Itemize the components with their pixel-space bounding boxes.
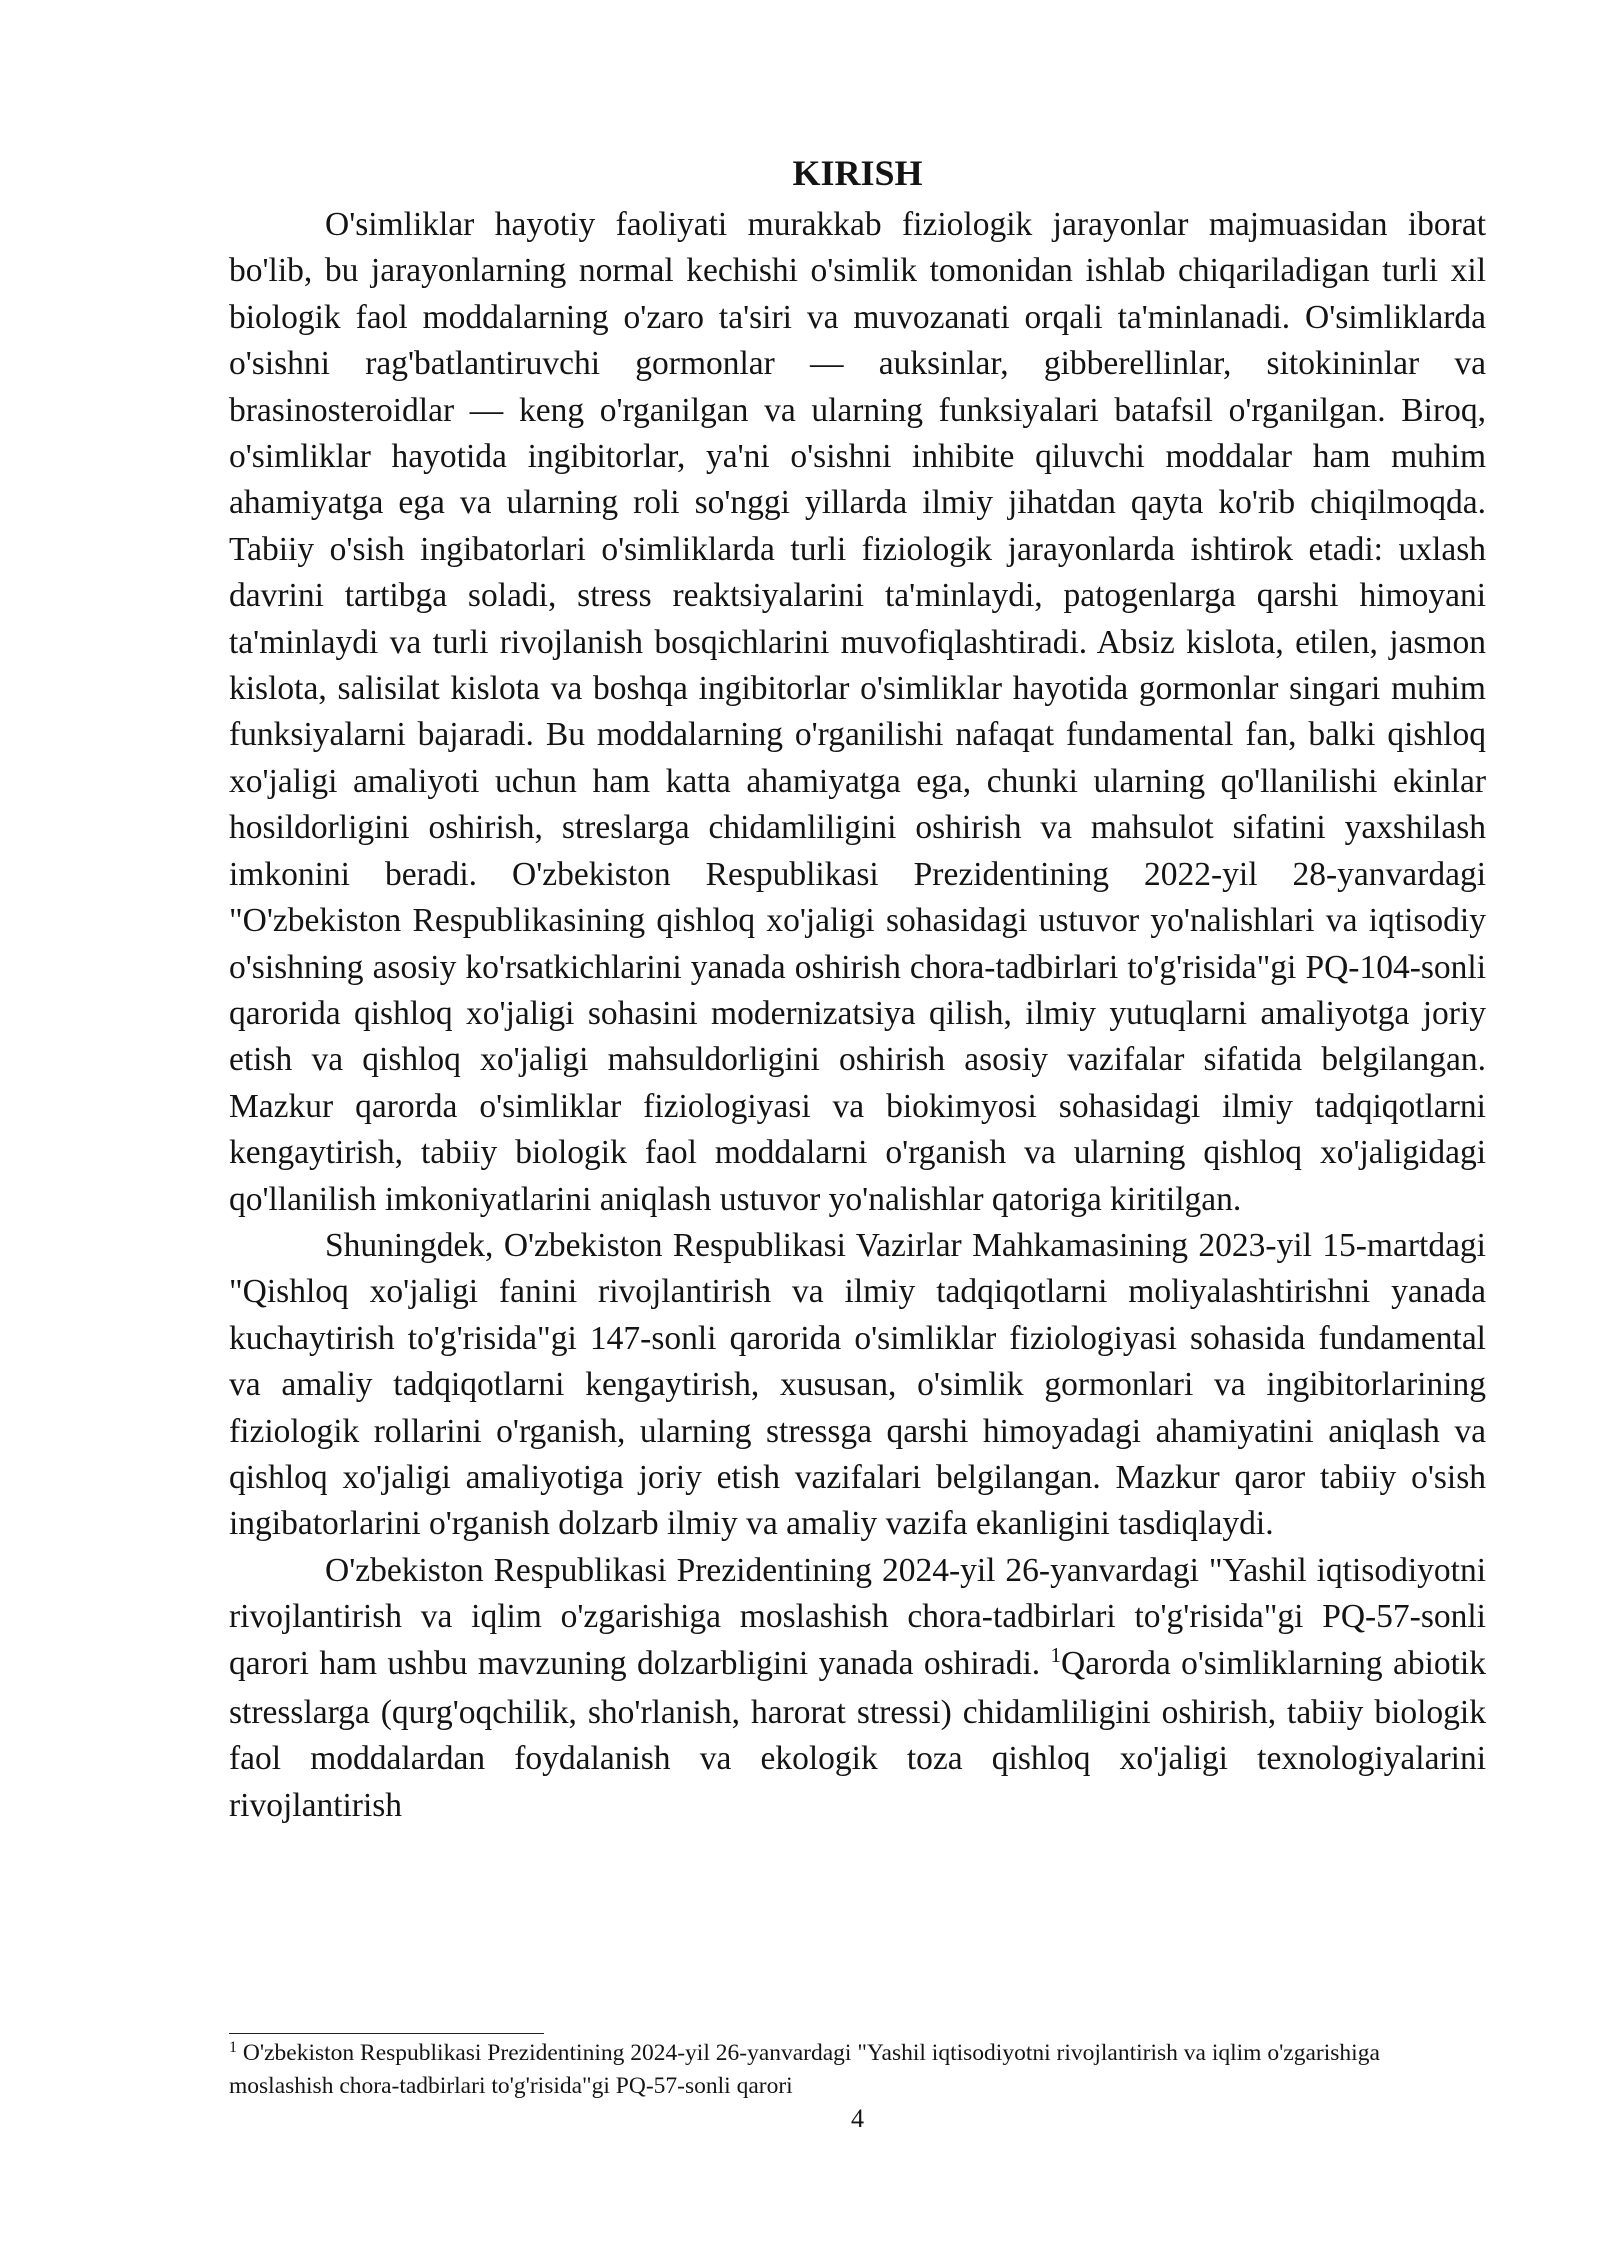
footnote xyxy=(229,2038,1486,2101)
paragraph-2: Shuningdek, O'zbekiston Respublikasi Vazirlar Mahkamasining 2023-yil 15-martdagi "Qishloq xo'jaligi fanini rivojlantirish va ilmiy tadqiqotlarni moliyalashtirishni yanada kuchaytirish to'g'risida"gi 147-sonli qarorida o'simliklar fiziologiyasi sohasida fundamental va amaliy tadqiqotlarni kengaytirish, xususan, o'simlik gormonlari va ingibitorlarining fiziologik rollarini o'rganish, ularning stressga qarshi himoyadagi ahamiyatini aniqlash va qishloq xo'jaligi amaliyotiga joriy etish vazifalari belgilangan. Mazkur qaror tabiiy o'sish ingibatorlarini o'rganish dolzarb ilmiy va amaliy vazifa ekanligini tasdiqlaydi. xyxy=(229,1226,1486,1543)
document-page xyxy=(229,148,1486,1829)
section-title: KIRISH xyxy=(792,153,923,193)
paragraph-3-text-after: Qarorda o'simliklarning abiotik stresslarga (qurg'oqchilik, sho'rlanish, harorat stressi) chidamliligini oshirish, tabiiy biologik faol moddalardan foydalanish va ekologik toza qishloq xo'jaligi texnologiyalarini rivojlantirish xyxy=(229,1644,1486,1824)
paragraph-3-text-before: O'zbekiston Respublikasi Prezidentining 2024-yil 26-yanvardagi "Yashil iqtisodiyotni rivojlantirish va iqlim o'zgarishiga moslashish chora-tadbirlari to'g'risida"gi PQ-57-sonli qarori ham ushbu mavzuning dolzarbligini yanada oshiradi. xyxy=(229,1551,1486,1682)
paragraph-3 xyxy=(229,1548,1486,1829)
footnote-marker: 1 xyxy=(229,2039,237,2056)
footnote-reference[interactable]: 1 xyxy=(1050,1642,1062,1667)
page-number: 4 xyxy=(851,2104,864,2133)
footnote-text: O'zbekiston Respublikasi Prezidentining 2024-yil 26-yanvardagi "Yashil iqtisodiyotni rivojlantirish va iqlim o'zgarishiga moslashish chora-tadbirlari to'g'risida"gi PQ-57-sonli qarori xyxy=(229,2040,1380,2099)
footnote-separator xyxy=(229,2033,544,2034)
paragraph-1: O'simliklar hayotiy faoliyati murakkab fiziologik jarayonlar majmuasidan iborat bo'lib, bu jarayonlarning normal kechishi o'simlik tomonidan ishlab chiqariladigan turli xil biologik faol moddalarning o'zaro ta'siri va muvozanati orqali ta'minlanadi. O'simliklarda o'sishni rag'batlantiruvchi gormonlar — auksinlar, gibberellinlar, sitokininlar va brasinosteroidlar — keng o'rganilgan va ularning funksiyalari batafsil o'rganilgan. Biroq, o'simliklar hayotida ingibitorlar, ya'ni o'sishni inhibite qiluvchi moddalar ham muhim ahamiyatga ega va ularning roli so'nggi yillarda ilmiy jihatdan qayta ko'rib chiqilmoqda. Tabiiy o'sish ingibatorlari o'simliklarda turli fiziologik jarayonlarda ishtirok etadi: uxlash davrini tartibga soladi, stress reaktsiyalarini ta'minlaydi, patogenlarga qarshi himoyani ta'minlaydi va turli rivojlanish bosqichlarini muvofiqlashtiradi. Absiz kislota, etilen, jasmon kislota, salisilat kislota va boshqa ingibitorlar o'simliklar hayotida gormonlar singari muhim funksiyalarni bajaradi. Bu moddalarning o'rganilishi nafaqat fundamental fan, balki qishloq xo'jaligi amaliyoti uchun ham katta ahamiyatga ega, chunki ularning qo'llanilishi ekinlar hosildorligini oshirish, streslarga chidamliligini oshirish va mahsulot sifatini yaxshilash imkonini beradi. O'zbekiston Respublikasi Prezidentining 2022-yil 28-yanvardagi "O'zbekiston Respublikasining qishloq xo'jaligi sohasidagi ustuvor yo'nalishlari va iqtisodiy o'sishning asosiy ko'rsatkichlarini yanada oshirish chora-tadbirlari to'g'risida"gi PQ-104-sonli qarorida qishloq xo'jaligi sohasini modernizatsiya qilish, ilmiy yutuqlarni amaliyotga joriy etish va qishloq xo'jaligi mahsuldorligini oshirish asosiy vazifalar sifatida belgilangan. Mazkur qarorda o'simliklar fiziologiyasi va biokimyosi sohasidagi ilmiy tadqiqotlarni kengaytirish, tabiiy biologik faol moddalarni o'rganish va ularning qishloq xo'jaligidagi qo'llanilish imkoniyatlarini aniqlash ustuvor yo'nalishlar qatoriga kiritilgan. xyxy=(229,206,1486,1218)
